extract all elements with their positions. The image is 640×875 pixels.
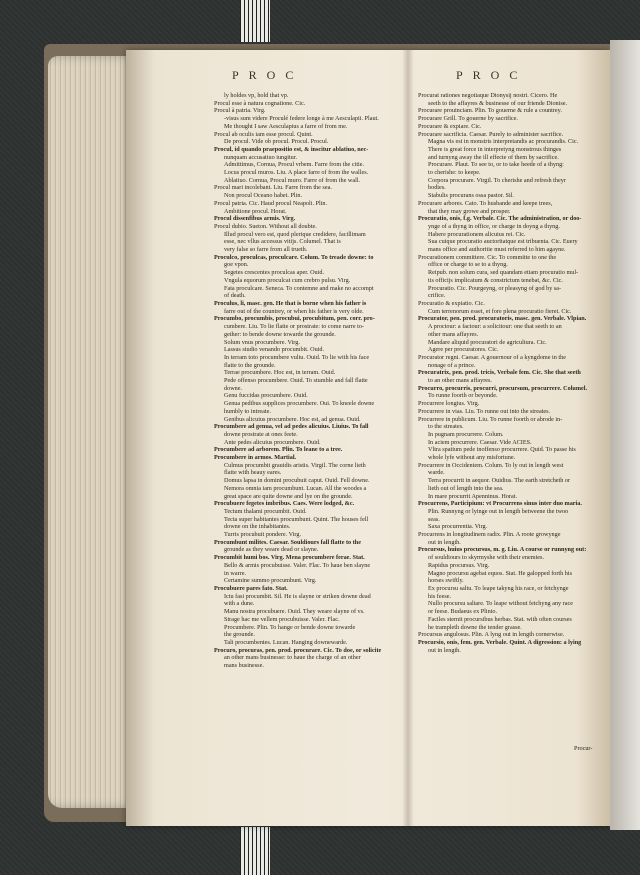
text-line: Stabulis procurans ossa pastor. Sil.	[428, 192, 514, 200]
text-line: Procurare sacrificia. Caesar. Purely to administer sacrifice.	[418, 130, 564, 138]
text-line: Procurare arbores. Cato. To husbande and keepe trees,	[418, 199, 553, 207]
text-line: Genibus alicuius procumbere. Hoc est, ad genua. Ouid.	[224, 415, 361, 423]
text-line: goe vpon.	[224, 261, 249, 269]
text-line: Certamine summo procumbunt. Virg.	[224, 577, 317, 585]
left-column-text	[214, 92, 406, 742]
text-line: Admittimus, Cornua, Procul vrbem. Farre from the citie.	[224, 161, 365, 169]
text-line: Procul patria. Cic. Haud procul Neapoli. Plin.	[214, 199, 328, 207]
text-line: Procumbo, procumbis, procubui, procubitum, pen. corr. pro-	[214, 315, 375, 323]
text-line: In aciem procurrere. Caesar. Vide ACIES.	[428, 438, 532, 446]
catchword: Procur-	[574, 745, 593, 752]
text-line: humbly to intreate.	[224, 407, 271, 415]
right-column-text	[418, 92, 606, 758]
text-line: Faciles sternit procursibus herbas. Stat. with often courses	[428, 615, 572, 623]
text-line: flatte to the grounde.	[224, 361, 276, 369]
text-line: Procurator regni. Caesar. A gouernour of a kyngdome in the	[418, 353, 566, 361]
text-line: to cherishe: to keepe.	[428, 169, 481, 177]
text-line: Mandare aliquid procuratori de agricultura. Cic.	[428, 338, 547, 346]
text-line: cumbere. Liu. To lie flatte or prostrate: to come narre to-	[224, 323, 364, 331]
text-line: Procuratio. Cic. Pourgeyng, or pleasyng of god by sa-	[428, 284, 562, 292]
text-line: Procurro, procurris, procurri, procursum, procurrere. Columel.	[418, 384, 588, 392]
scale-ruler-bottom	[240, 827, 270, 875]
text-line: Non procul Oceano habet. Plin.	[224, 192, 303, 200]
text-line: Procurat rationes negotiaque Dionysij nostri. Cicero. He	[418, 92, 558, 99]
text-line: Procuratio & expiatio. Cic.	[418, 299, 485, 307]
text-line: Vngula equorum proculcat cum crebro pulsu. Virg.	[224, 276, 351, 284]
text-line: Procurrens in longitudinem radix. Plin. A roote growynge	[418, 531, 561, 539]
text-line: nunquam accusatiuo iungitur.	[224, 153, 298, 161]
text-line: and turnyng away the ill effecte of them by sacrifice.	[428, 153, 559, 161]
text-line: Magna vis est in monstris interpretandis ac procurandis. Cic.	[428, 138, 579, 146]
running-head-right: PROC	[456, 68, 528, 82]
text-line: whole lyfe without any misfortune.	[428, 454, 516, 462]
text-line: that they may growe and prosper.	[428, 207, 511, 215]
text-line: Strage hac me vellem procubuisse. Valer. Flac.	[224, 615, 340, 623]
text-line: office or charge to se to a thyng.	[428, 261, 508, 269]
text-line: Corpora procurare. Virgil. To cherishe and refresh theyr	[428, 176, 566, 184]
text-line: Plin. Runnyng or lyinge out in length betweene the twoo	[428, 507, 569, 515]
text-line: warde.	[428, 469, 445, 477]
text-line: Lassus studio venando procumbit. Ouid.	[224, 346, 325, 354]
text-line: mans office and authoritie must referred to him agayne.	[428, 246, 566, 254]
text-line: Procurator, pen. prod. procuratoris, masc. gen. Verbale. Vlpian.	[418, 315, 587, 323]
text-line: ly holdes vp, hold that vp.	[224, 92, 289, 99]
text-line: Nemora omnia iam procumbunt. Lucan. All the woodes a	[224, 484, 367, 492]
text-line: Me thought I saw Aesculapius a farre of from me.	[224, 122, 348, 130]
text-line: Procul à patria. Virg.	[214, 107, 266, 115]
text-line: Sua cuique procuratio auctoritatque est tribuenta. Cic. Euery	[428, 238, 578, 246]
text-line: Turris procubuit pondere. Virg.	[224, 531, 302, 539]
text-line: Procumbit humi bos. Virg. Mena procumbere ferae. Stat.	[214, 554, 365, 562]
text-line: Vltra spatium pede inoffenso procurrere. Quid. To passe his	[428, 446, 576, 454]
text-line: Bello & armis procubuisse. Valer. Flac. To haue ben slayne	[224, 561, 371, 569]
text-line: Habere procurationem alicuius rei. Cic.	[428, 230, 526, 238]
text-line: There is great force in interpretyng monstrous thinges	[428, 145, 562, 153]
text-line: Reipub. non solum cura, sed quandam etiam procuratio mul-	[428, 269, 579, 277]
text-line: or feese. Budaeus ex Plinio.	[428, 608, 498, 616]
text-line: horses swiftly.	[428, 577, 464, 585]
text-line: De procul. Vide ob procul. Procul. Procul.	[224, 138, 329, 146]
text-line: of death.	[224, 292, 246, 300]
text-line: seeth to the affayres & businesse of our friende Dionise.	[428, 99, 568, 107]
text-line: with a dune.	[224, 600, 255, 608]
text-line: Procurare & expiare. Cic.	[418, 122, 482, 130]
text-line: Procurare prouinciam. Plin. To gouerne & rule a countrey.	[418, 107, 562, 115]
text-line: Locus procul muros. Liu. A place farre of from the walles.	[224, 169, 369, 177]
text-line: Terra procurrit in aequor. Ouidius. The earth stretcheth or	[428, 477, 571, 485]
text-line: in warre.	[224, 569, 246, 577]
text-line: Procul mari incolebant. Liu. Farre from the sea.	[214, 184, 332, 192]
text-line: Procul dissenfibus armis. Virg.	[214, 215, 296, 223]
text-line: Manu nostra procubuere. Ouid. They weare slayne of vs.	[224, 608, 365, 616]
running-head-left: PROC	[232, 68, 304, 82]
text-line: Procul dubio. Sueton. Without all doubte.	[214, 222, 317, 230]
text-line: tis officijs implicatum & constrictum tenebat, &c. Cic.	[428, 276, 563, 284]
text-line: Procursus, huius procursus, m. g. Liu. A course or runnyng out:	[418, 546, 587, 554]
text-line: out in length.	[428, 646, 461, 654]
text-line: Procumbere ad genua, vel ad pedes alicuius. Liuius. To fall	[214, 423, 369, 431]
text-line: Pede offenso procumbere. Ouid. To stumble and fall flatte	[224, 377, 368, 385]
text-line: Ictu fasi procumbit. Sil. He is slayne or striken downe dead	[224, 592, 371, 600]
text-line: Domus lapsa in domini procubuit caput. Ouid. Fell downe.	[224, 477, 370, 485]
text-line: Tali procumbentes. Lucan. Hanging downewarde.	[224, 638, 348, 646]
text-line: downe on the inhabitantes.	[224, 523, 291, 531]
text-line: great space are quite downe and lye on the grounde.	[224, 492, 353, 500]
text-line: Ablatiuo. Cornua, Procul muro. Farre of from the wall.	[224, 176, 361, 184]
text-line: he trampleth downe the tender grasse.	[428, 623, 522, 631]
text-line: gether: to bende downe towarde the grounde.	[224, 330, 336, 338]
text-line: downe.	[224, 384, 243, 392]
text-line: Procurrere in publicum. Liu. To runne foorth or abrode in-	[418, 415, 563, 423]
text-line: grounde as they weare dead or slayne.	[224, 546, 319, 554]
text-line: Proculus, li, masc. gen. He that is borne when his father is	[214, 299, 367, 307]
text-line: Illud procul vero est, quod plerique credidere, facillimam	[224, 230, 366, 238]
text-line: Procurrere in vias. Liu. To runne out into the streates.	[418, 407, 551, 415]
text-line: Procurrere longius. Virg.	[418, 400, 480, 408]
text-line: Fata proculcare. Seneca. To contemne and make no accompt	[224, 284, 374, 292]
text-line: Procurare. Plaut. To see to, or to take heede of a thyng:	[428, 161, 564, 169]
text-line: Procumbere ad arborem. Plin. To leane to a tree.	[214, 446, 343, 454]
text-line: Procul ab oculis iam esse procul. Quint.	[214, 130, 313, 138]
text-line: Ante pedes alicuius procumbere. Ouid.	[224, 438, 321, 446]
text-line: A proctour: a factour: a solicitour: one that seeth to an	[428, 323, 562, 331]
text-line: Agere per procuratores. Cic.	[428, 346, 499, 354]
text-line: Procurationem committere. Cic. To committe to one the	[418, 253, 557, 261]
text-line: Procubuere pares fato. Stat.	[214, 585, 288, 592]
text-line: Nullo procursu saltare. To leape without fetchyng any race	[428, 600, 573, 608]
text-line: Ambitione procul. Horat.	[224, 207, 287, 215]
text-line: Procuratrix, pen. prod. tricis, Verbale fem. Cic. She that seeth	[418, 369, 581, 377]
text-line: ynge of a thyng in office, or charge in doyng a thyng.	[428, 222, 560, 230]
text-line: his feese.	[428, 592, 452, 600]
text-line: Solum vnus procumbere. Virg.	[224, 338, 300, 346]
text-line: nonage of a prince.	[428, 361, 476, 369]
text-line: Magno procursu agebat equos. Stat. He galopped forth his	[428, 569, 572, 577]
text-line: other mans affayres.	[428, 330, 479, 338]
text-line: an other mans businesse: to haue the charge of an other	[224, 654, 361, 662]
text-line: Procursio, onis, fem. gen. Verbale. Quint. A digression: a lying	[418, 638, 582, 646]
text-line: Procursus angulosus. Plin. A lyng out in length cornerwise.	[418, 631, 565, 639]
text-line: To runne foorth or beyonde.	[428, 392, 498, 400]
text-line: Segetes crescentes proculcas aper. Ouid.	[224, 269, 324, 277]
text-line: to an other mans affayres.	[428, 377, 492, 385]
text-line: Proculco, proculcas, proculcare. Colum. To treade downe: to	[214, 253, 374, 261]
text-line: In terram toto procumbere vultu. Ouid. To lie with his face	[224, 353, 370, 361]
text-line: Tectum thalami procumbit. Ouid.	[224, 507, 307, 515]
text-line: Procurare Grill. To gouerne by sacrifice.	[418, 115, 518, 123]
text-line: Procumbere in armos. Martial.	[214, 454, 297, 462]
text-line: Cum terrenorum esset, et fore plena procuratio fieret. Cic.	[428, 307, 572, 315]
text-line: farre out of the countrey, or when his father is very olde.	[224, 307, 364, 315]
scale-ruler-top	[240, 0, 270, 42]
text-line: out in length.	[428, 538, 461, 546]
text-line: Procubuere fegetes imbribus. Caes. Were lodged, &c.	[214, 500, 355, 508]
text-line: Tecta super habitantes procumbunt. Quint. The houses fell	[224, 515, 369, 523]
text-line: Procuro, procuras, pen. prod. procurare. Cic. To doe, or solicite	[214, 646, 382, 654]
text-line: Procurrere in Occidentem. Colum. To ly out in length west	[418, 461, 564, 469]
text-line: flatte with heauy eares.	[224, 469, 282, 477]
text-line: esse, nec vllus accessus vitijs. Columel. That is	[224, 238, 341, 246]
text-line: lieth out of length into the sea.	[428, 484, 504, 492]
text-line: Ex procursu saltu. To leape takyng his race, or fetchynge	[428, 585, 569, 592]
text-line: Genua pedibus supplices procumbere. Oui. To kneele downe	[224, 400, 375, 408]
text-line: Rapidus procursus. Virg.	[428, 561, 490, 569]
text-line: of souldiours to skyrmyshe with their enemies.	[428, 554, 545, 562]
text-line: Procul esse à natura cognatione. Cic.	[214, 99, 306, 107]
text-line: In pugnam procurrere. Colum.	[428, 430, 504, 438]
text-line: -visus sum videre Proculé federe longe à me Aesculapii. Plaut.	[224, 115, 379, 123]
text-line: seas.	[428, 515, 440, 523]
text-line: Procurrens, Participium: vt Procurrens sinus inter duo maria.	[418, 500, 582, 508]
text-line: the grounde.	[224, 631, 255, 639]
text-line: Saxa procurrentia. Virg.	[428, 523, 488, 531]
text-line: Procuratio, onis, f.g. Verbale. Cic. The administration, or doo-	[418, 215, 582, 223]
text-line: Procumbere. Plin. To hange or bende downe towarde	[224, 623, 356, 631]
text-line: Procumbunt milites. Caesar. Souldiours fall flatte to the	[214, 538, 361, 546]
text-line: Genu fuccidas procumbere. Ouid.	[224, 392, 308, 400]
text-line: Procul, id quando praepositio est, & inscitur ablatiuo, nec-	[214, 145, 369, 153]
facing-page-edge	[610, 40, 640, 830]
text-line: downe prostrate at ones feete.	[224, 430, 298, 438]
text-line: Terrae procumbere. Hoc est, in terram. Ouid.	[224, 369, 336, 377]
text-line: mans businesse.	[224, 662, 264, 670]
text-line: crifice.	[428, 292, 446, 300]
text-line: Culmus procumbit grauidis aristis. Virgil. The corne lieth	[224, 461, 366, 469]
text-line: to the streates.	[428, 423, 464, 431]
text-line: very false so farre from all trueth.	[224, 246, 308, 254]
text-line: In mare procurrit Apenninus. Horat.	[428, 492, 518, 500]
text-line: bodies.	[428, 184, 446, 192]
